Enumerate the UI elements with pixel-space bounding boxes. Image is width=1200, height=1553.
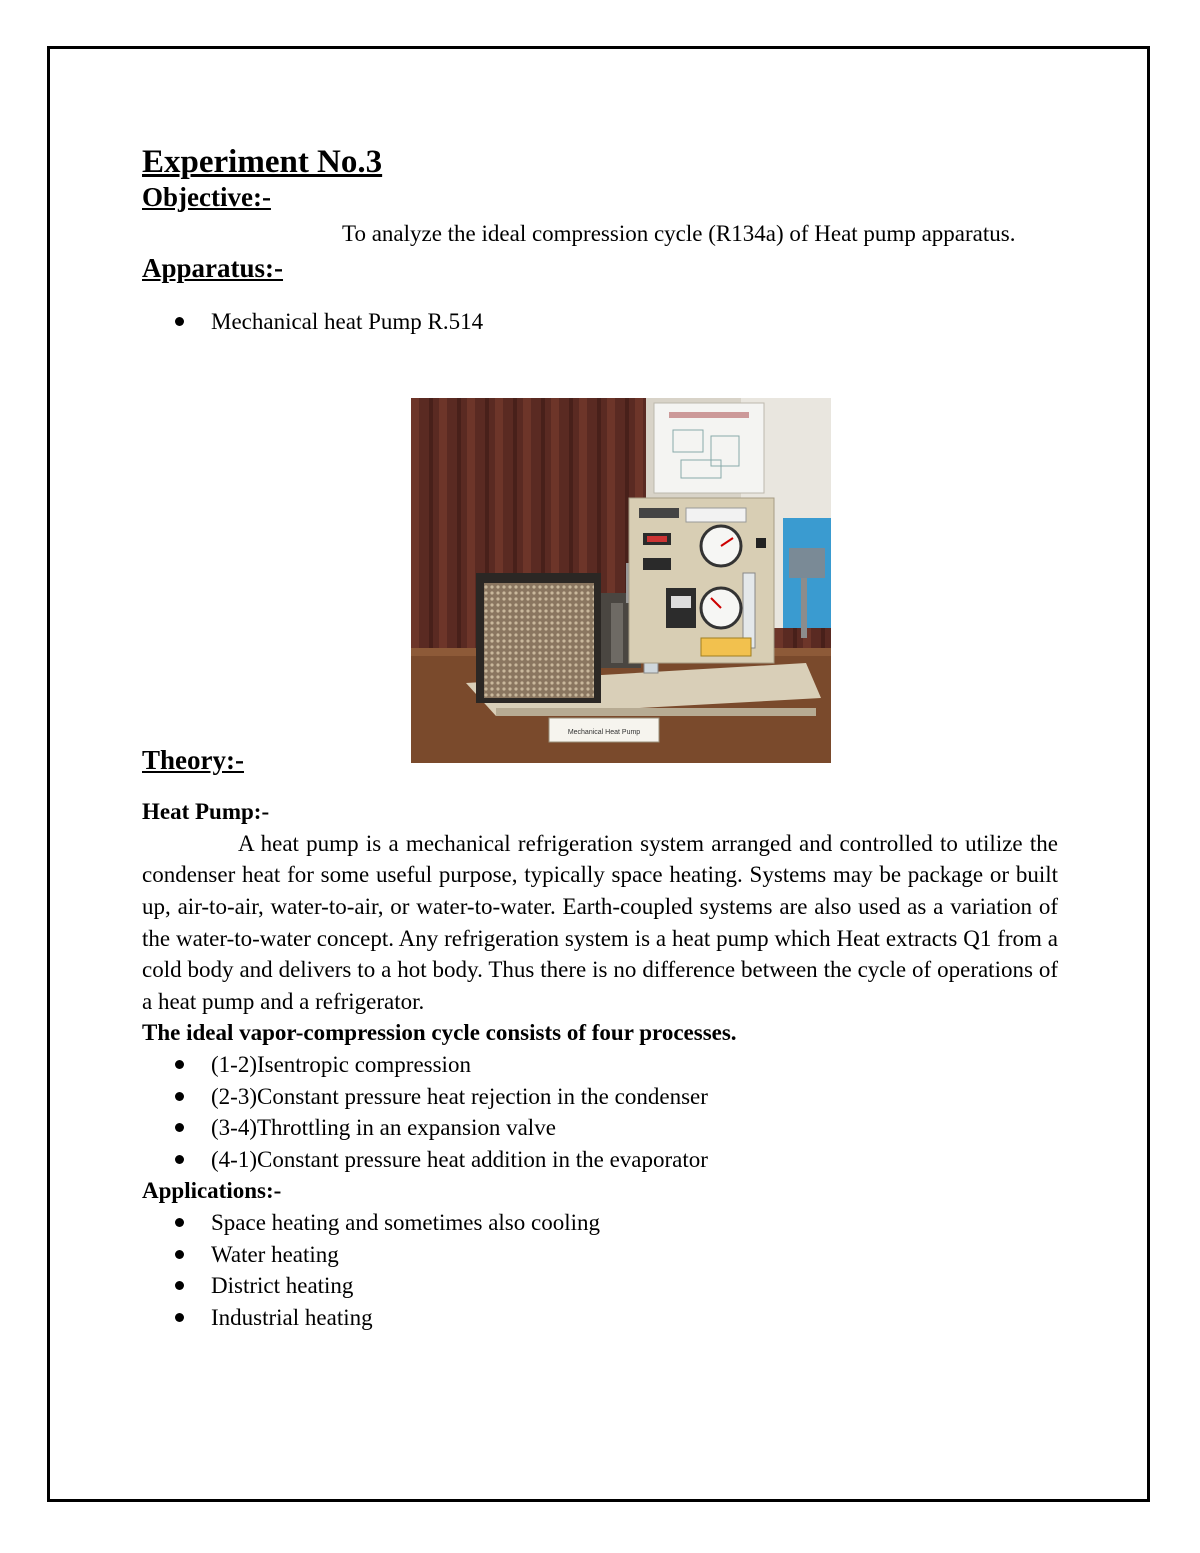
bullet-icon [175,1250,184,1259]
cycle-heading: The ideal vapor-compression cycle consists of four processes. [142,1020,737,1046]
list-item: (4-1)Constant pressure heat addition in the evaporator [142,1144,1058,1176]
bullet-icon [175,1313,184,1322]
photo-label: Mechanical Heat Pump [567,729,641,736]
bullet-icon [175,1060,184,1069]
experiment-title: Experiment No.3 [142,144,383,180]
bullet-icon [175,1123,184,1132]
applications-list [142,1207,1058,1333]
list-item: (2-3)Constant pressure heat rejection in the condenser [142,1081,1058,1113]
objective-heading: Objective:- [142,182,271,212]
list-item: District heating [142,1270,1058,1302]
list-item: Space heating and sometimes also cooling [142,1207,1058,1239]
objective-text: To analyze the ideal compression cycle (R134a) of Heat pump apparatus. [342,221,1016,246]
heat-pump-subheading: Heat Pump:- [142,799,270,825]
bullet-icon [175,1218,184,1227]
applications-heading: Applications:- [142,1178,282,1204]
list-item: (1-2)Isentropic compression [142,1049,1058,1081]
theory-heading: Theory:- [142,745,244,776]
process-list [142,1049,1058,1175]
apparatus-list [142,306,1058,338]
list-item: Water heating [142,1239,1058,1271]
bullet-icon [175,1281,184,1290]
bullet-icon [175,1092,184,1101]
bullet-icon [175,317,184,326]
apparatus-photo [411,398,831,763]
list-item: Mechanical heat Pump R.514 [142,306,1058,338]
apparatus-heading: Apparatus:- [142,252,284,283]
list-item: (3-4)Throttling in an expansion valve [142,1112,1058,1144]
theory-paragraph: A heat pump is a mechanical refrigeration system arranged and controlled to utilize the condenser heat for some useful purpose, typically space heating. Systems may be package or built up, air-to-air, water-to-air, or water-to-water. Earth-coupled systems are also used as a variation of the water-to-water concept. Any refrigeration system is a heat pump which Heat extracts Q1 from a cold body and delivers to a hot body. Thus there is no difference between the cycle of operations of a heat pump and a refrigerator. [142,830,1058,1014]
list-item: Industrial heating [142,1302,1058,1334]
bullet-icon [175,1155,184,1164]
